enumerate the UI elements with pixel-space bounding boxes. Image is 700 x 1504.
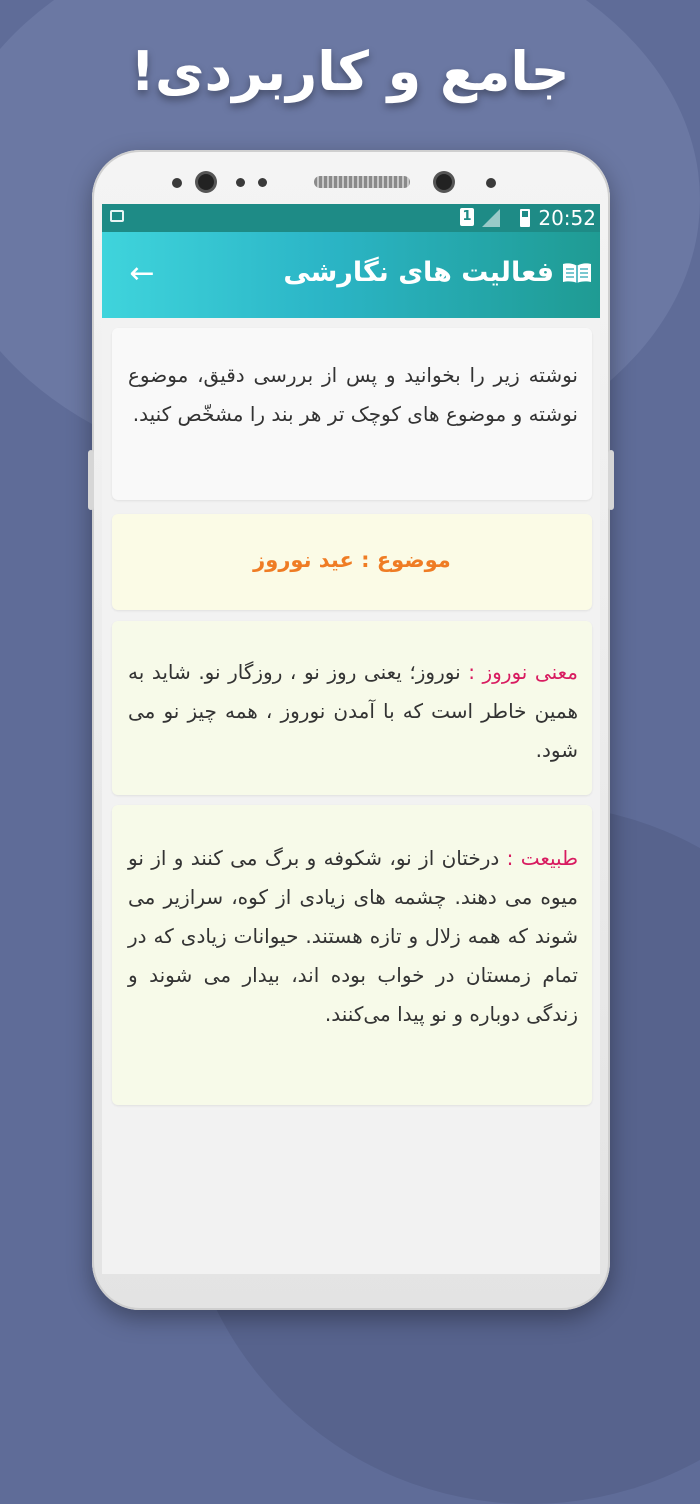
clock: 20:52 xyxy=(538,206,596,230)
sensor-dot xyxy=(236,178,245,187)
signal-icon xyxy=(482,209,500,227)
phone-side-button xyxy=(608,450,614,510)
topic-card xyxy=(112,514,592,610)
sensor-dot xyxy=(258,178,267,187)
paragraph-label: معنی نوروز : xyxy=(468,660,578,684)
paragraph-card xyxy=(112,621,592,795)
paragraph-body: درختان از نو، شکوفه و برگ می کنند و از نو میوه می دهند. چشمه های زیادی از کوه، سرازیر می شوند که همه زلال و تازه هستند. حیوانات زیادی که در تمام زمستان در خواب بوده اند، بیدار می شوند و زندگی دوباره و نو پیدا می‌کنند. xyxy=(128,846,578,1026)
front-camera-icon xyxy=(436,174,452,190)
sensor-dot xyxy=(172,178,182,188)
sensor-dot xyxy=(486,178,496,188)
phone-side-button xyxy=(88,450,94,510)
promo-headline: جامع و کاربردی! xyxy=(130,40,570,103)
earpiece-speaker xyxy=(314,176,410,188)
topic-text: موضوع : عید نوروز xyxy=(253,548,451,572)
arrow-left-icon[interactable]: ← xyxy=(129,256,155,291)
phone-screen xyxy=(102,204,600,1274)
paragraph-label: طبیعت : xyxy=(506,846,578,870)
sim-icon: 1 xyxy=(460,208,474,226)
paragraph-body: نوروز؛ یعنی روز نو ، روزگار نو. شاید به همین خاطر است که با آمدن نوروز ، همه چیز نو می شود. xyxy=(128,660,578,762)
battery-icon xyxy=(520,209,530,227)
phone-frame xyxy=(92,150,610,1310)
front-camera-icon xyxy=(198,174,214,190)
image-notification-icon xyxy=(110,210,124,222)
open-book-icon xyxy=(562,262,592,284)
status-bar xyxy=(102,204,600,232)
instruction-text: نوشته زیر را بخوانید و پس از بررسی دقیق، موضوع نوشته و موضوع های کوچک تر هر بند را مشخّص کنید. xyxy=(128,363,578,426)
instruction-card xyxy=(112,328,592,500)
paragraph-card xyxy=(112,805,592,1105)
app-toolbar xyxy=(102,232,600,318)
toolbar-title: فعالیت های نگارشی xyxy=(283,257,554,288)
paragraph-text xyxy=(112,621,592,770)
paragraph-text xyxy=(112,805,592,1034)
